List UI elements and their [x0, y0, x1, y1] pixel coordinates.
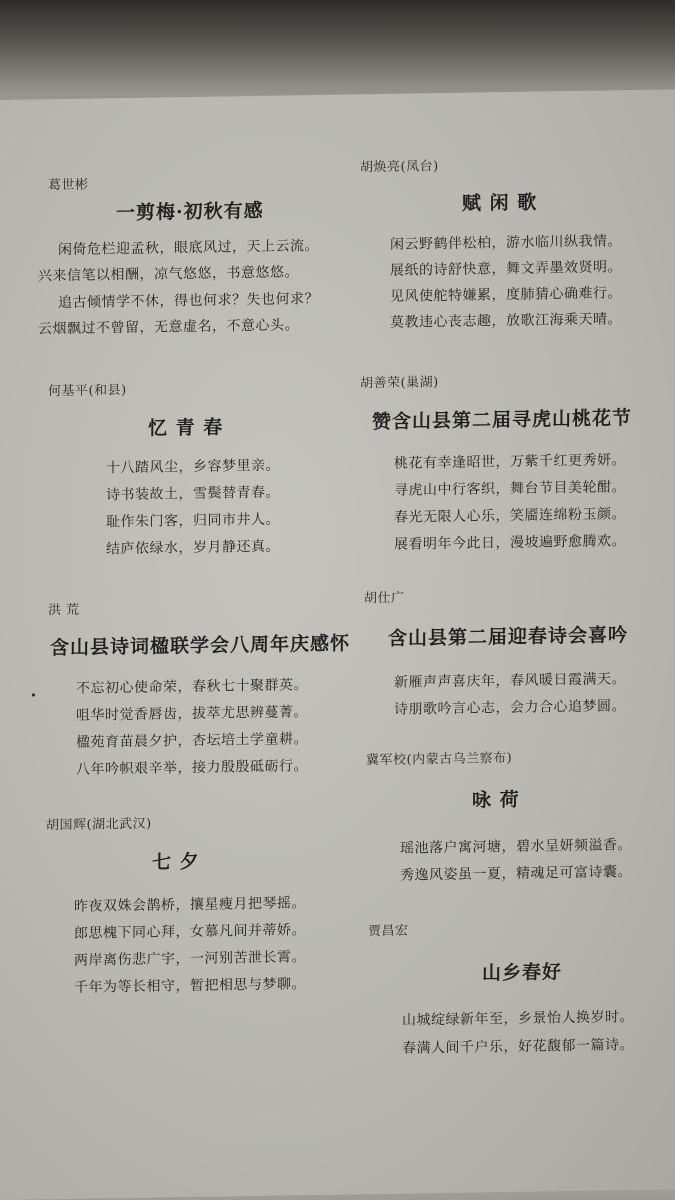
- poem-line: 展纸的诗舒快意，舞文弄墨效贤明。: [390, 259, 622, 279]
- poem-author: 洪 荒: [48, 602, 80, 619]
- poem-line: 两岸离伤悲广宇，一河别苦泄长霄。: [74, 949, 306, 969]
- poem-line: 结庐依绿水，岁月静还真。: [106, 538, 280, 558]
- poem-title: 一剪梅·初秋有感: [116, 199, 264, 225]
- poem-line: 不忘初心使命荣，春秋七十聚群英。: [76, 677, 308, 697]
- poem-line: 咀华时觉香唇齿，拔萃尤思辨蔓菁。: [76, 704, 308, 724]
- poem-title: 咏 荷: [472, 788, 520, 812]
- poem-title: 含山县第二届迎春诗会喜吟: [388, 624, 629, 650]
- poem-line: 诗书装故土，雪鬓替青春。: [106, 484, 280, 504]
- poem-line: 八年吟帜艰辛举，接力殷殷砥砺行。: [76, 758, 308, 778]
- poem-line: 千年为等长相守，暂把相思与梦聊。: [74, 976, 306, 996]
- poem-line: 闲倚危栏迎孟秋，眼底风过，天上云流。: [58, 237, 319, 259]
- poem-line: 春光无限人心乐，笑靥连绵粉玉颜。: [394, 506, 626, 526]
- poem-line: 春满人间千户乐，好花馥郁一篇诗。: [402, 1037, 634, 1057]
- poem-line: 追古倾情学不休，得也何求？失也何求？: [58, 290, 319, 312]
- poem-line: 闲云野鹤伴松柏，游水临川纵我情。: [390, 233, 622, 253]
- poem-line: 寻虎山中行客织，舞台节目美轮酣。: [394, 479, 626, 499]
- poem-title: 赞含山县第二届寻虎山桃花节: [372, 407, 633, 434]
- ink-mark: [32, 693, 35, 696]
- poem-title: 含山县诗词楹联学会八周年庆感怀: [50, 632, 351, 660]
- poem-author: 胡国辉(湖北武汉): [46, 816, 152, 834]
- poem-author: 葛世彬: [48, 177, 89, 194]
- poem-line: 展看明年今此日，漫坡遍野愈腾欢。: [394, 533, 626, 553]
- poem-title: 山乡春好: [482, 961, 563, 985]
- poem-line: 山城绽绿新年至，乡景怡人换岁时。: [402, 1009, 634, 1029]
- poem-line: 莫教违心丧志趣，放歌江海乘天晴。: [390, 311, 622, 331]
- poem-line: 诗朋歌吟言心志，会力合心追梦圆。: [394, 698, 626, 718]
- poem-line: 兴来信笔以相酬，凉气悠悠，书意悠悠。: [38, 264, 299, 285]
- book-page: [0, 89, 675, 1200]
- poem-line: 云烟飘过不曾留，无意虚名，不意心头。: [38, 317, 299, 338]
- poem-line: 十八踏风尘，乡容梦里亲。: [106, 457, 280, 477]
- poem-line: 楹苑育苗晨夕护，杏坛培土学童耕。: [76, 731, 308, 751]
- poem-line: 郎思槐下同心拜，女慕凡间并蒂娇。: [74, 922, 306, 942]
- poem-author: 胡焕亮(凤台): [360, 159, 439, 176]
- poem-author: 胡善荣(巢湖): [360, 375, 439, 392]
- poem-author: 贾昌宏: [368, 923, 409, 940]
- poem-title: 忆 青 春: [148, 416, 224, 440]
- poem-title: 赋 闲 歌: [462, 191, 538, 215]
- poem-author: 冀军校(内蒙古乌兰察布): [366, 750, 513, 769]
- right-column: [360, 90, 662, 1057]
- poem-line: 秀逸风姿虽一夏，精魂足可富诗囊。: [400, 864, 632, 884]
- poem-line: 瑶池落户寓河塘，碧水呈妍频溢香。: [400, 837, 632, 857]
- poem-line: 桃花有幸逢昭世，万紫千红更秀妍。: [394, 452, 626, 472]
- poem-line: 耻作朱门客，归同市井人。: [106, 511, 280, 531]
- left-column: [38, 95, 351, 996]
- poem-line: 见风使舵特嫌累，度肺猜心确难行。: [390, 285, 622, 305]
- poem-line: 新雁声声喜庆年，春风暖日霞满天。: [394, 671, 626, 691]
- poem-title: 七 夕: [152, 850, 200, 874]
- poem-author: 何基平(和县): [48, 383, 127, 400]
- poem-author: 胡仕广: [364, 590, 405, 607]
- poem-line: 昨夜双姝会鹊桥，攘星瘦月把琴摇。: [74, 895, 306, 915]
